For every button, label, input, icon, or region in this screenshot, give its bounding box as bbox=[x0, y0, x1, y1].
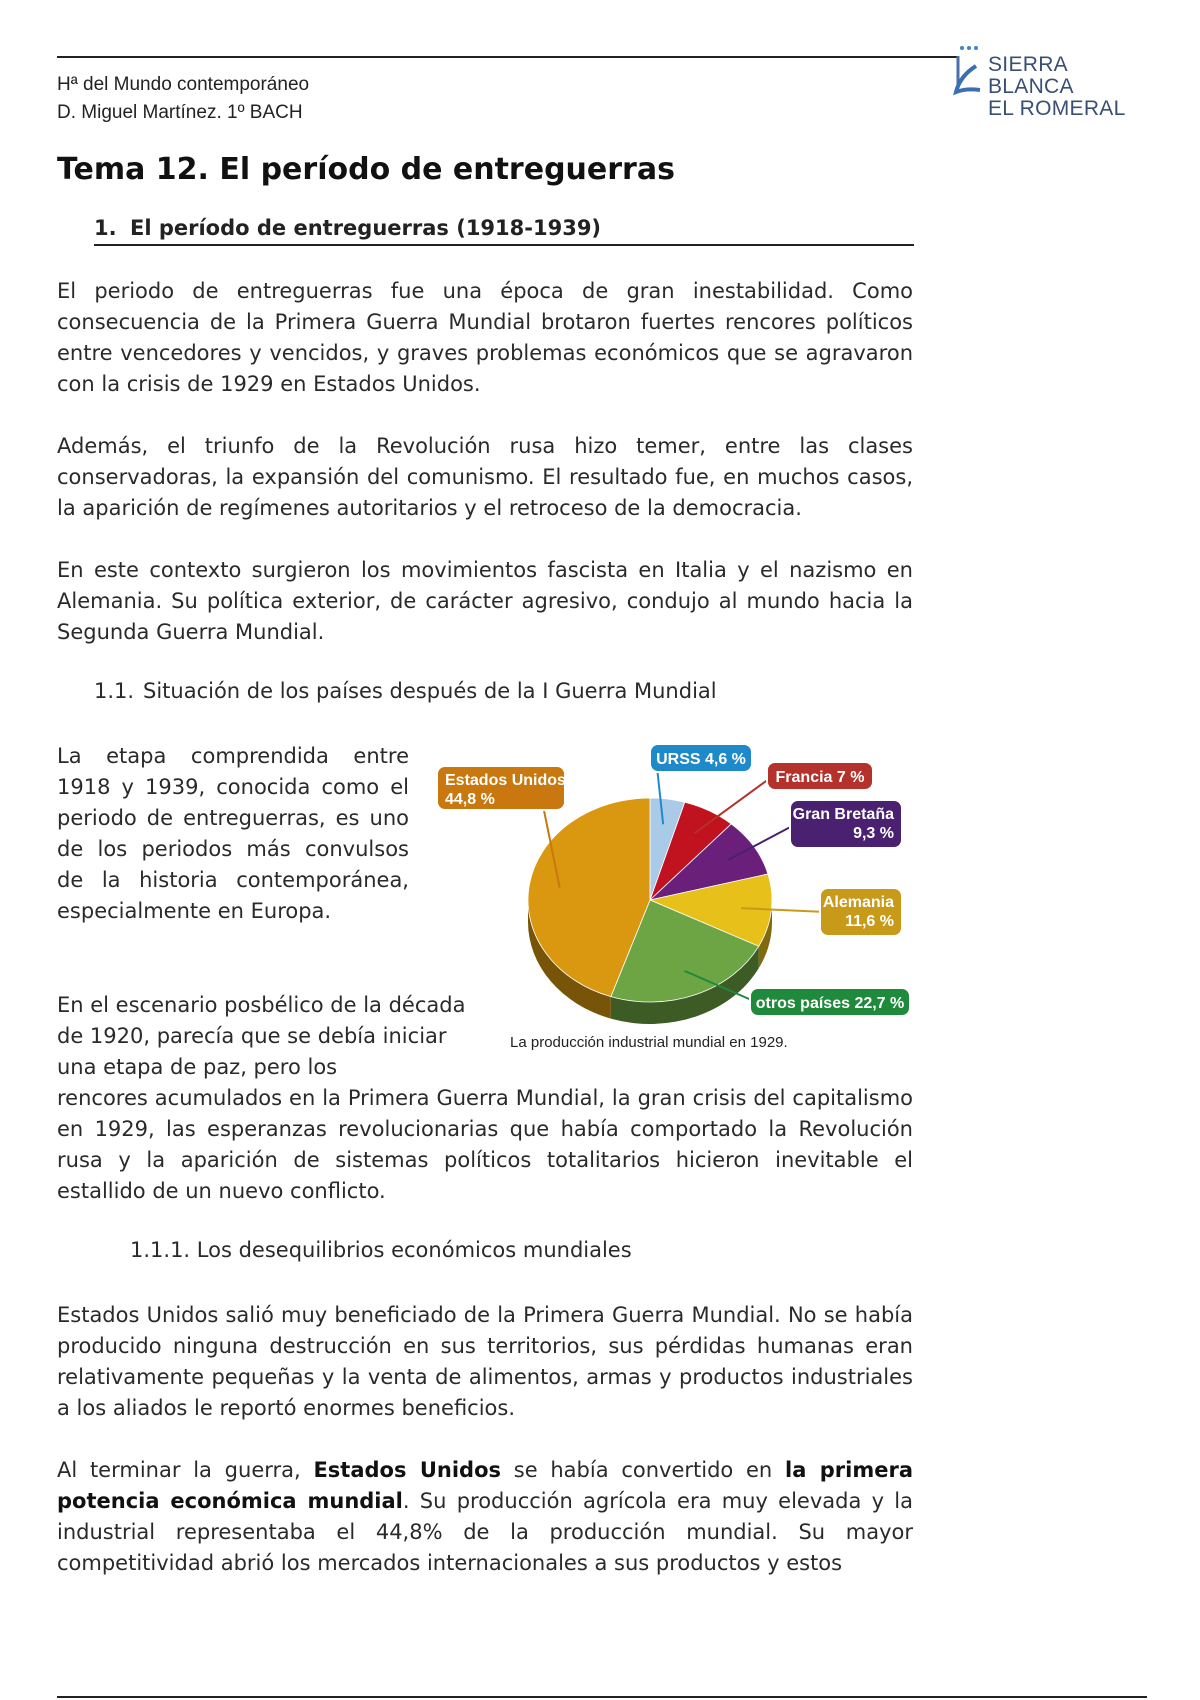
p6-bold-2: la primera potencia económica mundial bbox=[57, 1458, 913, 1513]
paragraph-5: Estados Unidos salió muy beneficiado de la Primera Guerra Mundial. No se había producido ninguna destrucción en sus territorios, sus pérdidas humanas eran relativamente pequeñas y la venta de alimentos, armas y productos industriales a los aliados le reportó enormes beneficios. bbox=[57, 1303, 913, 1420]
school-logo-icon bbox=[946, 44, 986, 102]
label-otros-países: otros países 22,7 % bbox=[755, 995, 905, 1012]
label-alemania-name: Alemania bbox=[822, 894, 894, 911]
section-1-title: El período de entreguerras (1918-1939) bbox=[130, 216, 602, 240]
p6-text-2: se había convertido en bbox=[501, 1458, 785, 1482]
page-title: Tema 12. El período de entreguerras bbox=[57, 152, 675, 187]
p6-text-1: Al terminar la guerra, bbox=[57, 1458, 314, 1482]
label-francia: Francia 7 % bbox=[775, 769, 865, 786]
label-gran-bretaña-value: 9,3 % bbox=[853, 825, 894, 842]
section-1-heading bbox=[94, 216, 914, 246]
label-alemania-value: 11,6 % bbox=[845, 913, 894, 930]
label-gran-bretaña-name: Gran Bretaña bbox=[792, 806, 894, 823]
paragraph-1: El periodo de entreguerras fue una época de gran inestabilidad. Como consecuencia de la Primera Guerra Mundial brotaron fuertes rencores políticos entre vencedores y vencidos, y graves problemas económicos que se agravaron con la crisis de 1929 en Estados Unidos. bbox=[57, 279, 913, 396]
label-urss: URSS 4,6 % bbox=[656, 751, 746, 768]
teacher-name: D. Miguel Martínez. 1º BACH bbox=[57, 102, 303, 123]
wrap-paragraph-c: rencores acumulados en la Primera Guerra Mundial, la gran crisis del capitalismo en 1929, las esperanzas revolucionarias que había comportado la Revolución rusa y la aparición de sistemas políticos totalitarios hicieron inevitable el estallido de un nuevo conflicto. bbox=[57, 1086, 913, 1203]
header-rule bbox=[57, 56, 957, 58]
course-name: Hª del Mundo contemporáneo bbox=[57, 74, 310, 95]
logo-line2: EL ROMERAL bbox=[988, 97, 1126, 120]
chart-caption: La producción industrial mundial en 1929. bbox=[510, 1034, 788, 1051]
school-logo bbox=[946, 44, 1156, 120]
section-1-1-heading bbox=[94, 679, 717, 703]
section-1-1-title: Situación de los países después de la I Guerra Mundial bbox=[143, 679, 717, 703]
industrial-production-chart bbox=[425, 740, 925, 1045]
paragraph-2: Además, el triunfo de la Revolución rusa hizo temer, entre las clases conservadoras, la expansión del comunismo. El resultado fue, en muchos casos, la aparición de regímenes autoritarios y el retroceso de la democracia. bbox=[57, 434, 913, 520]
paragraph-3: En este contexto surgieron los movimientos fascista en Italia y el nazismo en Alemania. Su política exterior, de carácter agresivo, condujo al mundo hacia la Segunda Guerra Mundial. bbox=[57, 558, 913, 644]
wrap-paragraph-a: La etapa comprendida entre 1918 y 1939, conocida como el periodo de entreguerras, es uno de los periodos más convulsos de la historia contemporánea, especialmente en Europa. bbox=[57, 744, 409, 923]
p6-text-3: . Su producción agrícola era muy elevada y la industrial representaba el 44,8% de la producción mundial. Su mayor competitividad abrió los mercados internacionales a sus productos y estos bbox=[57, 1489, 913, 1575]
p6-bold-1: Estados Unidos bbox=[313, 1458, 501, 1482]
leader-francia bbox=[695, 776, 773, 833]
logo-line1: SIERRA BLANCA bbox=[988, 53, 1074, 98]
wrap-paragraph-b: En el escenario posbélico de la década de 1920, parecía que se debía iniciar una etapa de paz, pero los bbox=[57, 993, 466, 1079]
section-1-1-number: 1.1. bbox=[94, 679, 135, 703]
pie-chart-svg bbox=[425, 740, 925, 1045]
section-1-1-1-heading: 1.1.1. Los desequilibrios económicos mundiales bbox=[130, 1238, 632, 1262]
label-estados-unidos-name: Estados Unidos bbox=[445, 772, 566, 789]
paragraph-6 bbox=[57, 1455, 913, 1579]
label-estados-unidos-value: 44,8 % bbox=[445, 791, 495, 808]
section-1-number: 1. bbox=[94, 216, 117, 240]
footer-rule bbox=[57, 1696, 1147, 1698]
